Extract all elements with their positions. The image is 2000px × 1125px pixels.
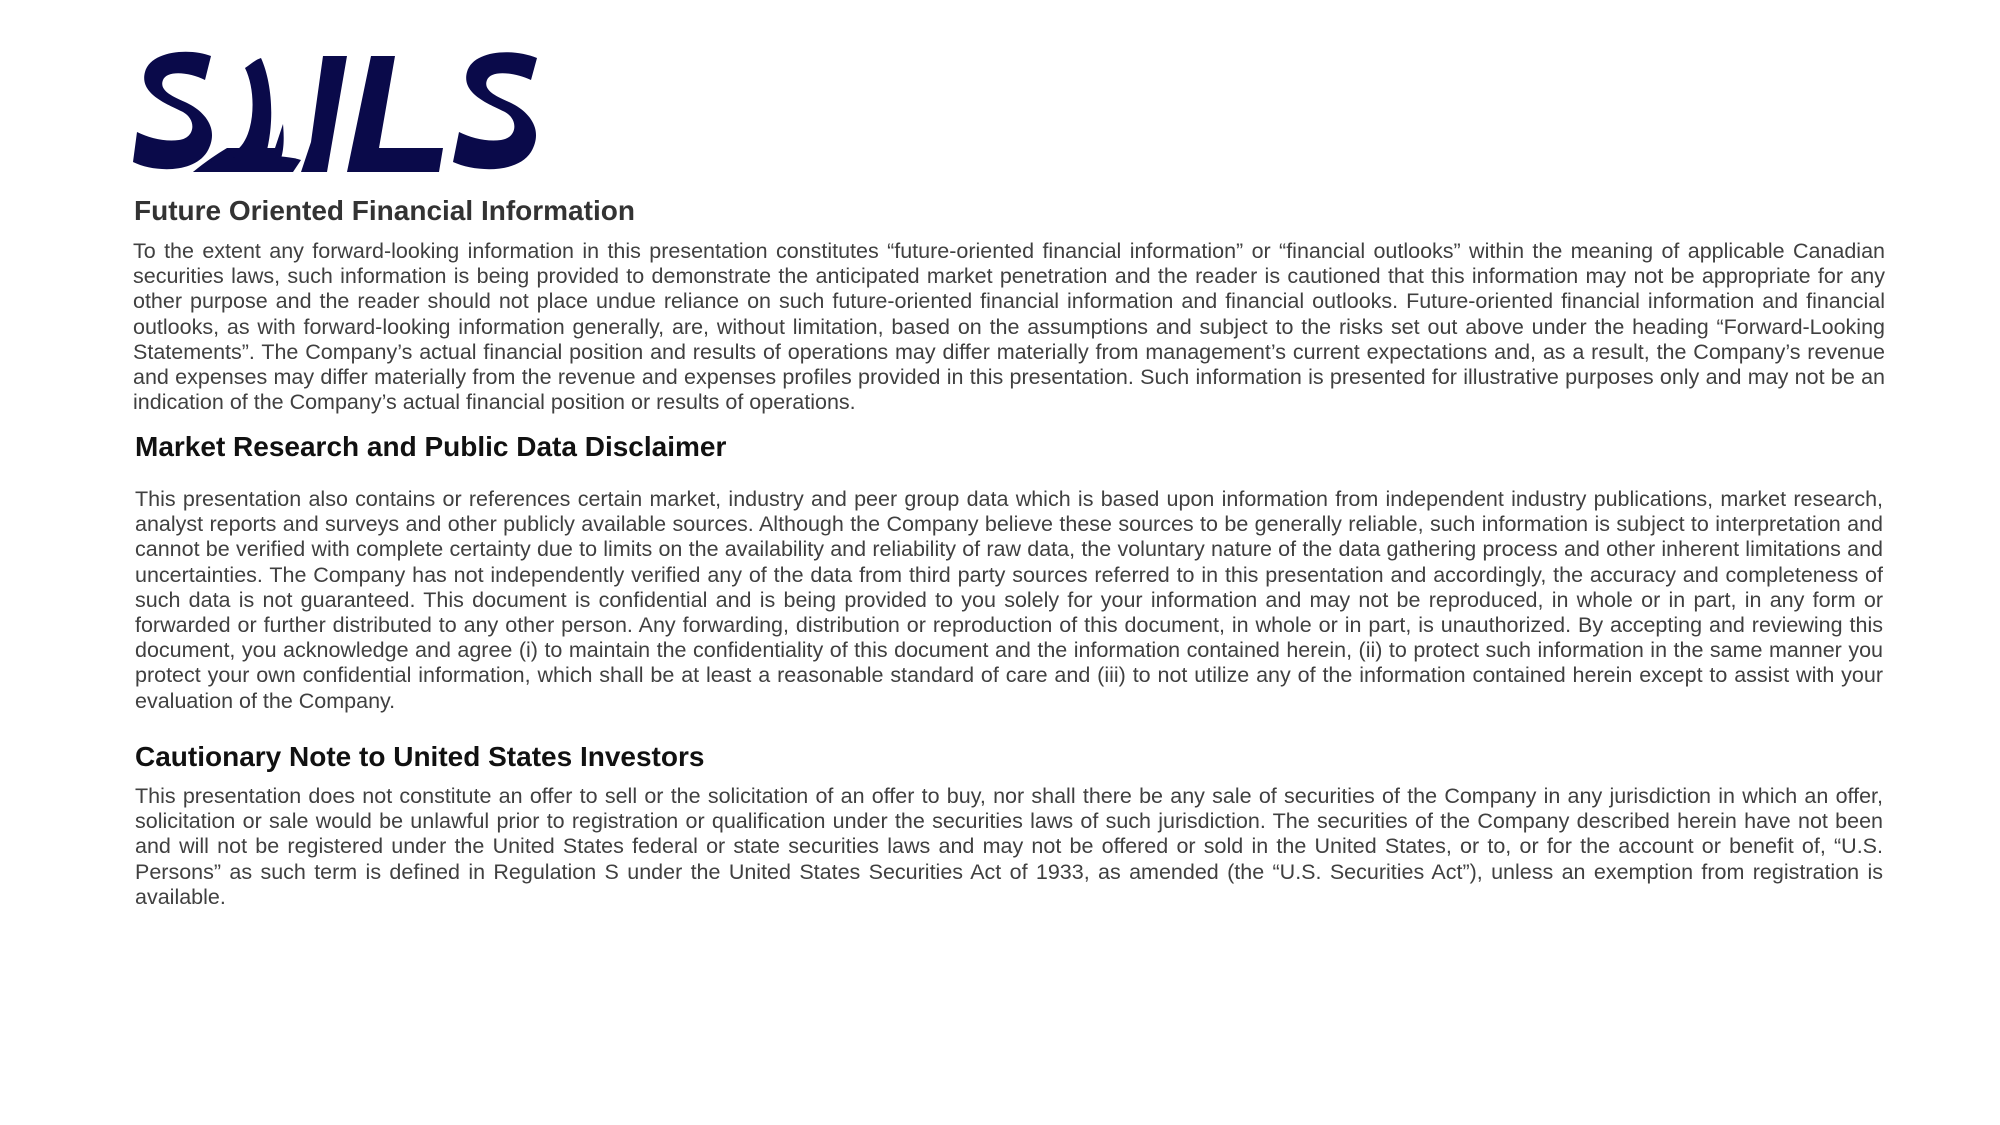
section-heading-future-oriented: Future Oriented Financial Information [134,195,635,226]
section-heading-market-research: Market Research and Public Data Disclaimer [135,431,727,462]
company-logo [133,50,543,172]
section-heading-us-investors: Cautionary Note to United States Investors [135,741,705,772]
section-body-us-investors: This presentation does not constitute an offer to sell or the solicitation of an offer to buy, nor shall there be any sale of securities of the Company in any jurisdiction in which an offer, solicitation or sale would be unlawful prior to registration or qualification under the securities laws of such jurisdiction. The securities of the Company described herein have not been and will not be registered under the United States federal or state securities laws and may not be offered or sold in the United States, or to, or for the account or benefit of, “U.S. Persons” as such term is defined in Regulation S under the United States Securities Act of 1933, as amended (the “U.S. Securities Act”), unless an exemption from registration is available. [135,784,1883,909]
soils-logo-graphic [133,50,543,172]
section-body-future-oriented: To the extent any forward-looking information in this presentation constitutes “future-oriented financial information” or “financial outlooks” within the meaning of applicable Canadian securities laws, such information is being provided to demonstrate the anticipated market penetration and the reader is cautioned that this information may not be appropriate for any other purpose and the reader should not place undue reliance on such future-oriented financial information and financial outlooks. Future-oriented financial information and financial outlooks, as with forward-looking information generally, are, without limitation, based on the assumptions and subject to the risks set out above under the heading “Forward-Looking Statements”. The Company’s actual financial position and results of operations may differ materially from management’s current expectations and, as a result, the Company’s revenue and expenses may differ materially from the revenue and expenses profiles provided in this presentation. Such information is presented for illustrative purposes only and may not be an indication of the Company’s actual financial position or results of operations. [133,239,1885,415]
section-body-market-research: This presentation also contains or references certain market, industry and peer group data which is based upon information from independent industry publications, market research, analyst reports and surveys and other publicly available sources. Although the Company believe these sources to be generally reliable, such information is subject to interpretation and cannot be verified with complete certainty due to limits on the availability and reliability of raw data, the voluntary nature of the data gathering process and other inherent limitations and uncertainties. The Company has not independently verified any of the data from third party sources referred to in this presentation and accordingly, the accuracy and completeness of such data is not guaranteed. This document is confidential and is being provided to you solely for your information and may not be reproduced, in whole or in part, in any form or forwarded or further distributed to any other person. Any forwarding, distribution or reproduction of this document, in whole or in part, is unauthorized. By accepting and reviewing this document, you acknowledge and agree (i) to maintain the confidentiality of this document and the information contained herein, (ii) to protect such information in the same manner you protect your own confidential information, which shall be at least a reasonable standard of care and (iii) to not utilize any of the information contained herein except to assist with your evaluation of the Company. [135,487,1883,713]
logo-shapes [133,52,537,172]
